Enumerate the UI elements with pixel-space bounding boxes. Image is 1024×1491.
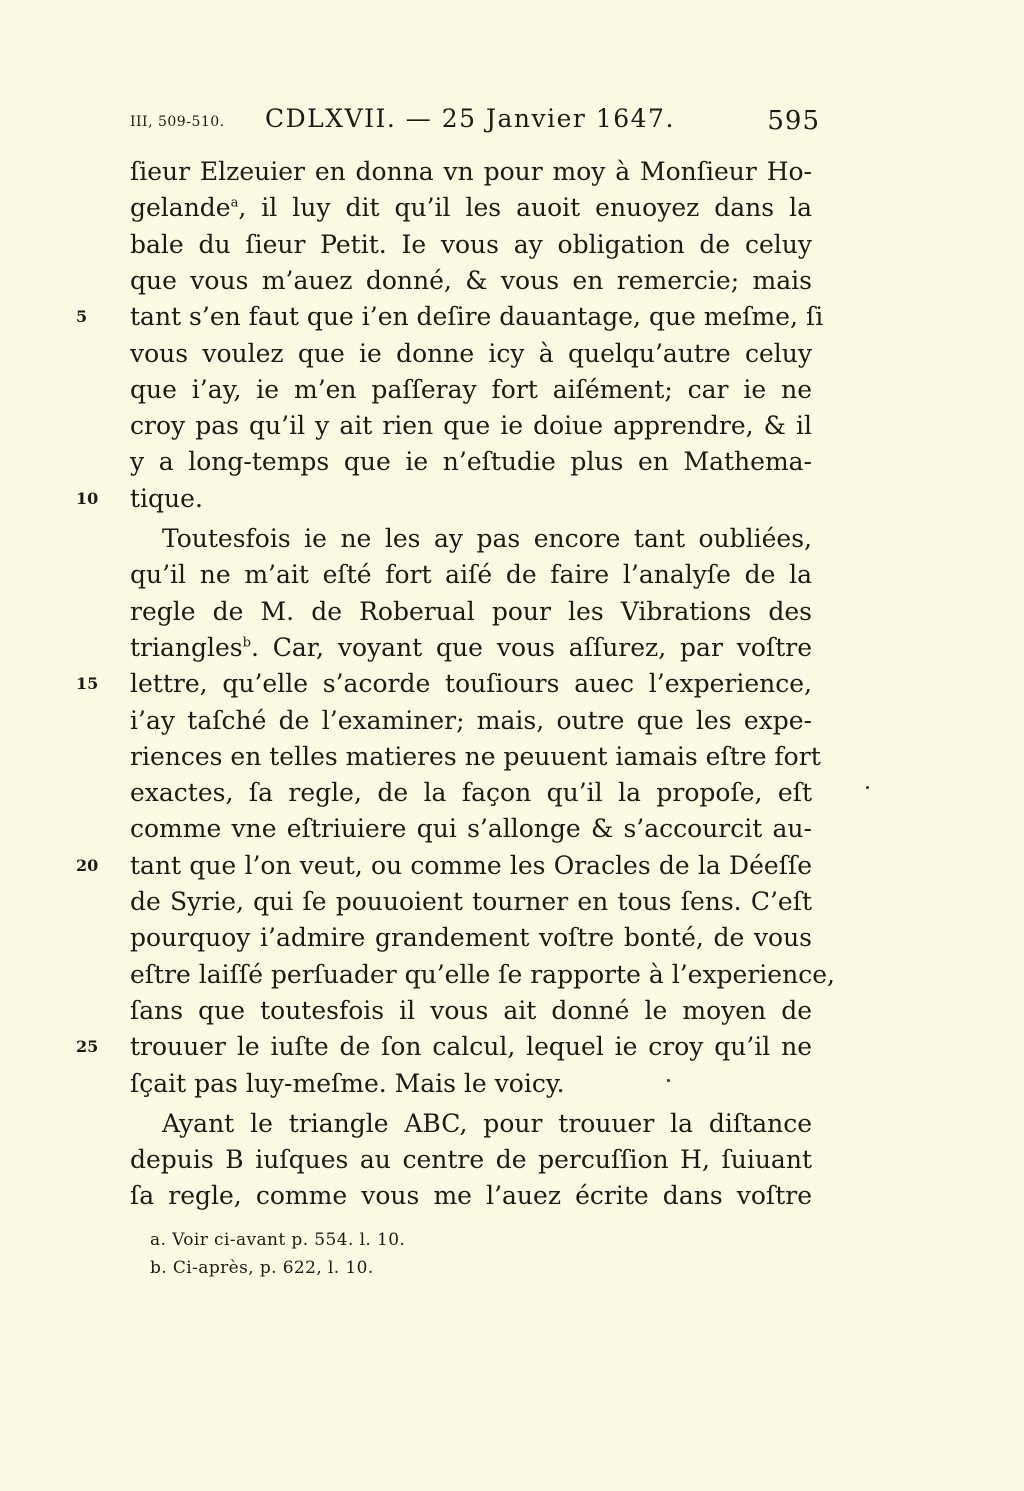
- line-text: comme vne eſtriuiere qui s’allonge & s’accourcit au-: [130, 814, 812, 843]
- text-line: [162, 521, 812, 557]
- line-text: ſans que toutesfois il vous ait donné le moyen de: [130, 996, 812, 1025]
- footnote-b: b. Ci-après, p. 622, l. 10.: [150, 1258, 374, 1278]
- paper-speck: [667, 1079, 670, 1082]
- line-text: i’ay taſché de l’examiner; mais, outre que les expe-: [130, 706, 812, 735]
- line-text: riences en telles matieres ne peuuent iamais eſtre fort: [130, 742, 821, 771]
- line-text: tant que l’on veut, ou comme les Oracles de la Déeſſe: [130, 851, 812, 880]
- paper-speck: [866, 786, 869, 789]
- footnotes: [150, 1226, 405, 1282]
- text-line: [130, 336, 812, 372]
- text-line: [130, 775, 812, 811]
- text-line: [130, 372, 812, 408]
- line-number: 10: [76, 489, 99, 508]
- text-line: [130, 920, 812, 956]
- line-text: bale du ſieur Petit. Ie vous ay obligation de celuy: [130, 230, 812, 259]
- line-text: eſtre laiſſé perſuader qu’elle ſe rapporte à l’experience,: [130, 960, 835, 989]
- line-text-continued: . Car, voyant que vous aſſurez, par voſtre: [250, 633, 812, 662]
- text-line: [130, 811, 812, 847]
- line-text: que vous m’auez donné, & vous en remercie; mais: [130, 266, 812, 295]
- line-text: de Syrie, qui ſe pouuoient tourner en tous ſens. C’eſt: [130, 887, 812, 916]
- text-line: [130, 481, 812, 517]
- text-line: [130, 227, 812, 263]
- line-text: gelande: [130, 193, 231, 222]
- line-text: regle de M. de Roberual pour les Vibrations des: [130, 597, 812, 626]
- line-text: pourquoy i’admire grandement voſtre bonté, de vous: [130, 923, 812, 952]
- footnote-marker: b: [242, 635, 251, 651]
- text-line: [130, 884, 812, 920]
- text-line: [130, 739, 821, 775]
- line-text: tique.: [130, 484, 203, 513]
- text-line: [130, 299, 824, 335]
- line-text: ſieur Elzeuier en donna vn pour moy à Monſieur Ho-: [130, 157, 812, 186]
- line-text: ſa regle, comme vous me l’auez écrite dans voſtre: [130, 1181, 812, 1210]
- text-line: [130, 957, 835, 993]
- line-text: Toutesfois ie ne les ay pas encore tant oubliées,: [162, 524, 812, 553]
- text-line: [130, 703, 812, 739]
- line-number: 20: [76, 856, 99, 875]
- text-line: [130, 594, 812, 630]
- line-text-continued: , il luy dit qu’il les auoit enuoyez dans la: [238, 193, 812, 222]
- text-line: [130, 154, 812, 190]
- text-line: [130, 630, 812, 666]
- edition-reference: III, 509-510.: [130, 114, 225, 130]
- text-line: [130, 848, 812, 884]
- text-line: [130, 666, 812, 702]
- line-text: qu’il ne m’ait eſté fort aiſé de faire l’analyſe de la: [130, 560, 812, 589]
- text-line: [130, 263, 812, 299]
- line-text: trouuer le iuſte de ſon calcul, lequel ie croy qu’il ne: [130, 1032, 812, 1061]
- line-text: croy pas qu’il y ait rien que ie doiue apprendre, & il: [130, 411, 812, 440]
- line-text: depuis B iuſques au centre de percuſſion H, ſuiuant: [130, 1145, 812, 1174]
- text-line: [130, 557, 812, 593]
- text-line: [130, 1178, 812, 1214]
- text-line: [130, 1066, 812, 1102]
- text-line: [130, 444, 812, 480]
- line-text: y a long-temps que ie n’eſtudie plus en Mathema-: [130, 447, 812, 476]
- page-number: 595: [767, 106, 820, 136]
- text-line: [162, 1106, 812, 1142]
- running-header: [130, 104, 820, 144]
- line-text: exactes, ſa regle, de la façon qu’il la propoſe, eſt: [130, 778, 812, 807]
- line-text: ſçait pas luy-meſme. Mais le voicy.: [130, 1069, 565, 1098]
- text-line: [130, 408, 812, 444]
- line-number: 25: [76, 1037, 99, 1056]
- footnote-a: a. Voir ci-avant p. 554. l. 10.: [150, 1230, 406, 1250]
- text-line: [130, 190, 812, 226]
- line-text: que i’ay, ie m’en paſſeray fort aiſément; car ie ne: [130, 375, 812, 404]
- line-text: Ayant le triangle ABC, pour trouuer la diſtance: [162, 1109, 812, 1138]
- line-text: lettre, qu’elle s’acorde touſiours auec l’experience,: [130, 669, 812, 698]
- line-number: 5: [76, 307, 88, 326]
- text-line: [130, 1029, 812, 1065]
- line-number: 15: [76, 674, 99, 693]
- line-text: tant s’en faut que i’en deſire dauantage, que meſme, ſi: [130, 302, 824, 331]
- text-line: [130, 1142, 812, 1178]
- footnote-marker: a: [230, 195, 239, 211]
- line-text: vous voulez que ie donne icy à quelqu’autre celuy: [130, 339, 812, 368]
- line-text: triangles: [130, 633, 243, 662]
- letter-heading: CDLXVII. — 25 Janvier 1647.: [265, 104, 675, 133]
- text-line: [130, 993, 812, 1029]
